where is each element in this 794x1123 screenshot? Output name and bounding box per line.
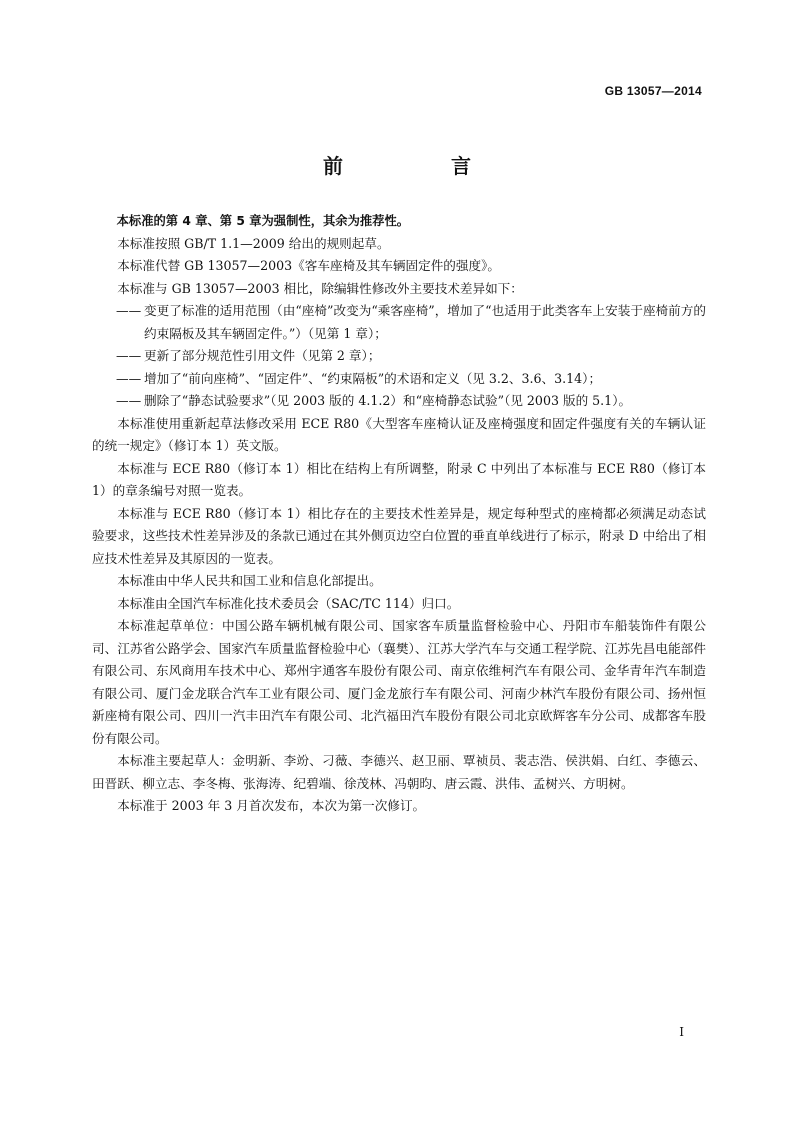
technical-deviation-paragraph: 本标准与 ECE R80（修订本 1）相比存在的主要技术性差异是，规定每种型式的座椅都必须满足动态试验要求，这些技术性差异涉及的条款已通过在其外侧页边空白位置的垂直单线进行了标示，附录 D 中给出了相应技术性差异及其原因的一览表。 — [92, 505, 706, 566]
page-title: 前 言 — [323, 154, 515, 178]
list-item-text: 删除了“静态试验要求”（见 2003 版的 4.1.2）和“座椅静态试验”（见 2003 版的 5.1）。 — [144, 393, 632, 408]
mandatory-clause-statement: 本标准的第 4 章、第 5 章为强制性，其余为推荐性。 — [116, 214, 410, 228]
list-item-text: 增加了“前向座椅”、“固定件”、“约束隔板”的术语和定义（见 3.2、3.6、3.14）； — [144, 370, 602, 386]
list-item — [92, 390, 706, 413]
list-item — [92, 345, 706, 368]
drafters-paragraph: 本标准主要起草人：金明新、李竕、刁薇、李德兴、赵卫丽、覃祯员、裴志浩、侯洪娟、白红、李德云、田晋跃、柳立志、李冬梅、张海涛、纪碧端、徐茂林、冯朝昀、唐云霞、洪伟、孟树兴、方明树。 — [92, 753, 706, 791]
list-dash: —— — [116, 393, 142, 408]
list-item-text: 更新了部分规范性引用文件（见第 2 章）； — [144, 348, 381, 363]
list-dash: —— — [116, 348, 142, 363]
committee-paragraph: 本标准由全国汽车标准化技术委员会（SAC/TC 114）归口。 — [117, 595, 460, 611]
proposer-paragraph: 本标准由中华人民共和国工业和信息化部提出。 — [117, 573, 382, 588]
foreword-body — [92, 210, 706, 818]
list-dash: —— — [116, 303, 142, 318]
list-item-text: 变更了标准的适用范围（由“座椅”改变为“乘客座椅”，增加了“也适用于此类客车上安装于座椅前方的约束隔板及其车辆固定件。”）（见第 1 章）； — [144, 303, 706, 341]
list-dash: —— — [116, 370, 142, 386]
page-number: I — [679, 1025, 684, 1039]
technical-changes-list — [92, 300, 706, 413]
standard-number: GB 13057—2014 — [604, 84, 702, 98]
differences-intro-paragraph: 本标准与 GB 13057—2003 相比，除编辑性修改外主要技术差异如下： — [117, 280, 523, 296]
structure-paragraph: 本标准与 ECE R80（修订本 1）相比在结构上有所调整，附录 C 中列出了本标准与 ECE R80（修订本 1）的章条编号对照一览表。 — [92, 460, 706, 498]
drafting-organizations-paragraph: 本标准起草单位：中国公路车辆机械有限公司、国家客车质量监督检验中心、丹阳市车船装饰件有限公司、江苏省公路学会、国家汽车质量监督检验中心（襄樊）、江苏大学汽车与交通工程学院、江苏先昌电能部件有限公司、东风商用车技术中心、郑州宇通客车股份有限公司、南京依维柯汽车有限公司、金华青年汽车制造有限公司、厦门金龙联合汽车工业有限公司、厦门金龙旅行车有限公司、河南少林汽车股份有限公司、扬州恒新座椅有限公司、四川一汽丰田汽车有限公司、北汽福田汽车股份有限公司北京欧辉客车分公司、成都客车股份有限公司。 — [92, 618, 706, 746]
list-item — [92, 300, 706, 345]
drafting-rules-paragraph: 本标准按照 GB/T 1.1—2009 给出的规则起草。 — [117, 235, 390, 251]
publication-history-paragraph: 本标准于 2003 年 3 月首次发布，本次为第一次修订。 — [117, 798, 426, 813]
replacement-paragraph: 本标准代替 GB 13057—2003《客车座椅及其车辆固定件的强度》。 — [117, 258, 500, 273]
adoption-paragraph: 本标准使用重新起草法修改采用 ECE R80《大型客车座椅认证及座椅强度和固定件强度有关的车辆认证的统一规定》（修订本 1）英文版。 — [92, 415, 706, 453]
list-item — [92, 368, 706, 391]
